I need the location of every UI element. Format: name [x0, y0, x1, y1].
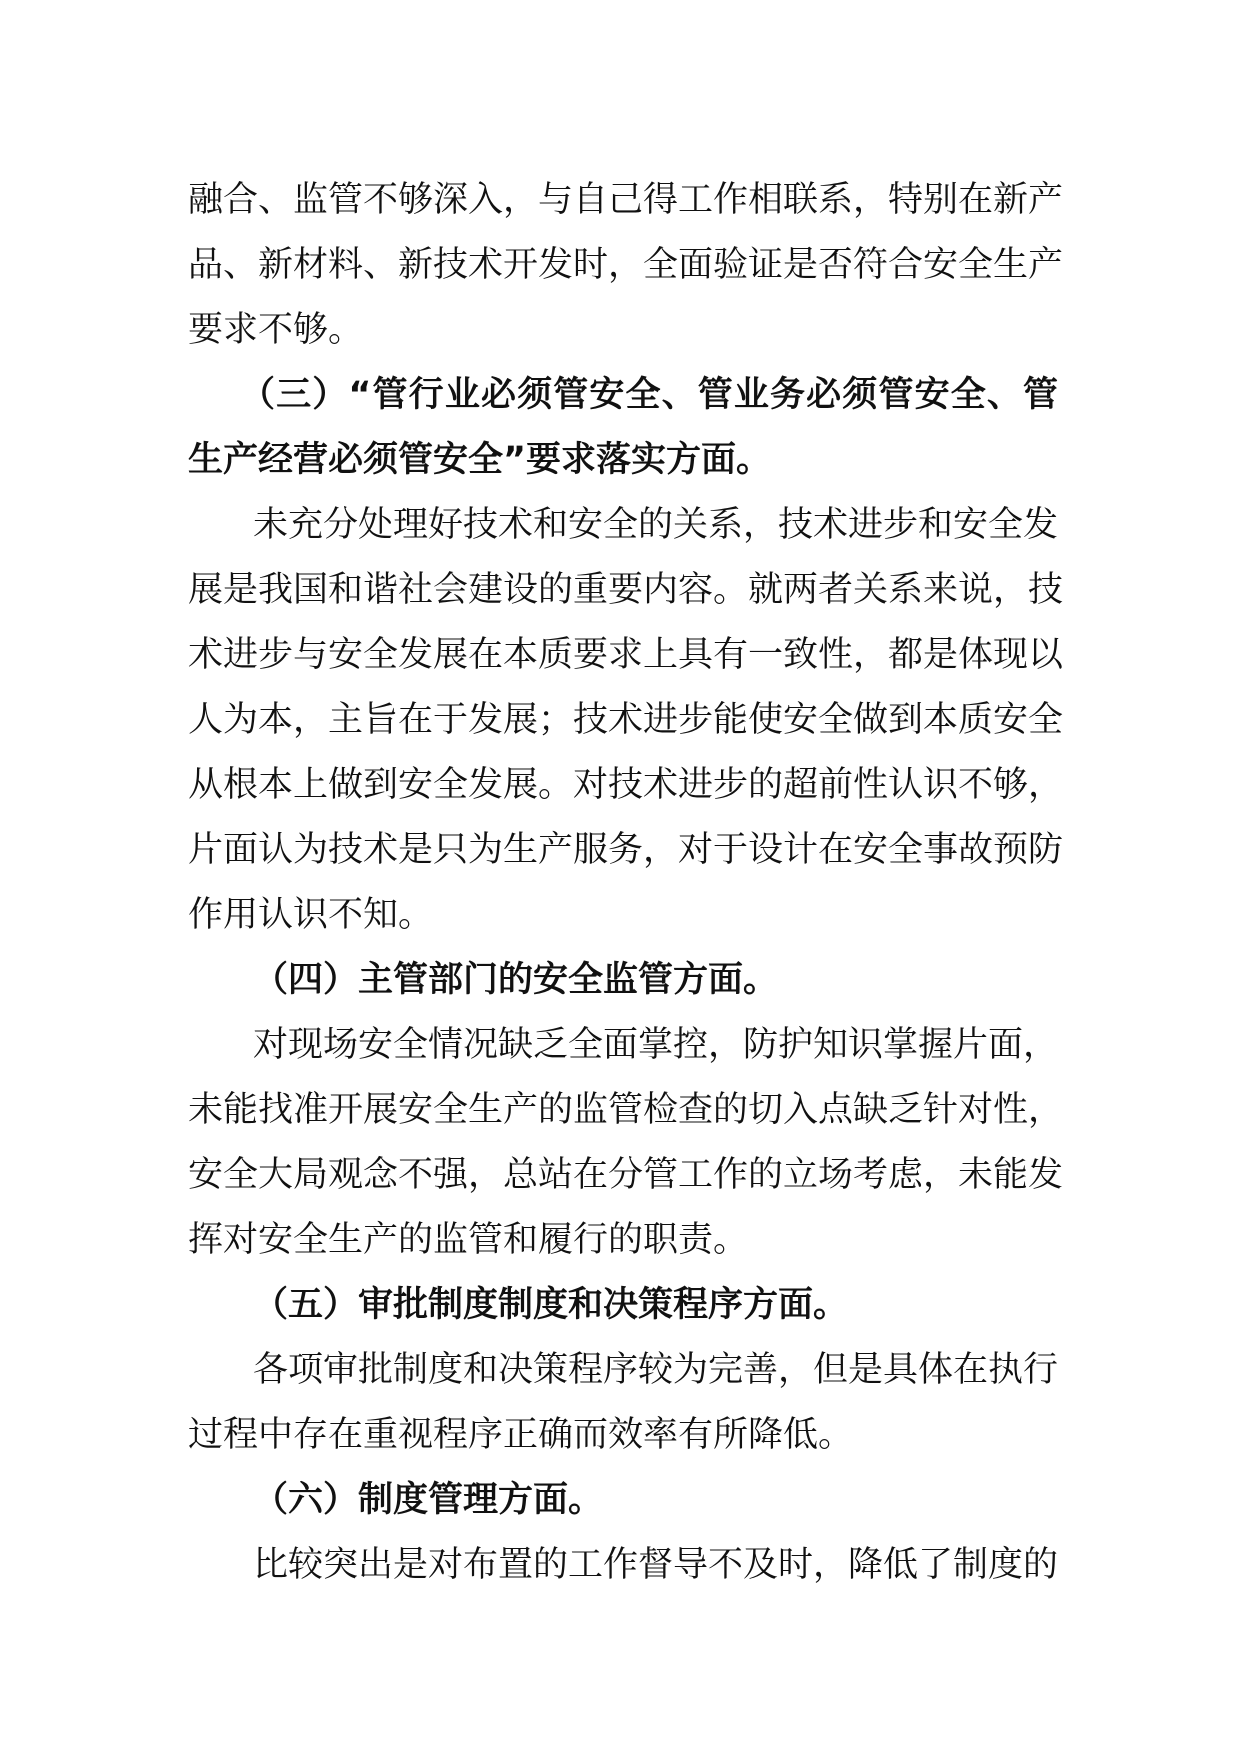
body-text-line: 融合、监管不够深入，与自己得工作相联系，特别在新产 [188, 180, 1064, 220]
paragraph-first-line: 各项审批制度和决策程序较为完善，但是具体在执行 [253, 1350, 1059, 1390]
body-text-line: 人为本，主旨在于发展；技术进步能使安全做到本质安全 [188, 700, 1064, 740]
body-text-line: 从根本上做到安全发展。对技术进步的超前性认识不够， [188, 765, 1064, 805]
paragraph-first-line: 未充分处理好技术和安全的关系，技术进步和安全发 [253, 505, 1059, 545]
body-text-line: 过程中存在重视程序正确而效率有所降低。 [188, 1415, 854, 1455]
body-text-line: 要求不够。 [188, 310, 364, 350]
section-heading-3: （三）“管行业必须管安全、管业务必须管安全、管 [240, 375, 1058, 415]
paragraph-first-line: 比较突出是对布置的工作督导不及时，降低了制度的 [253, 1545, 1059, 1585]
body-text-line: 挥对安全生产的监管和履行的职责。 [188, 1220, 749, 1260]
body-text-line: 术进步与安全发展在本质要求上具有一致性，都是体现以 [188, 635, 1064, 675]
body-text-line: 片面认为技术是只为生产服务，对于设计在安全事故预防 [188, 830, 1064, 870]
section-heading-3-cont: 生产经营必须管安全”要求落实方面。 [188, 440, 772, 480]
body-text-line: 安全大局观念不强，总站在分管工作的立场考虑，未能发 [188, 1155, 1064, 1195]
body-text-line: 未能找准开展安全生产的监管检查的切入点缺乏针对性， [188, 1090, 1064, 1130]
section-heading-5: （五）审批制度制度和决策程序方面。 [253, 1285, 849, 1325]
body-text-line: 展是我国和谐社会建设的重要内容。就两者关系来说，技 [188, 570, 1064, 610]
section-heading-6: （六）制度管理方面。 [253, 1480, 604, 1520]
section-heading-4: （四）主管部门的安全监管方面。 [253, 960, 779, 1000]
body-text-line: 作用认识不知。 [188, 895, 434, 935]
body-text-line: 品、新材料、新技术开发时，全面验证是否符合安全生产 [188, 245, 1064, 285]
paragraph-first-line: 对现场安全情况缺乏全面掌控，防护知识掌握片面， [253, 1025, 1059, 1065]
